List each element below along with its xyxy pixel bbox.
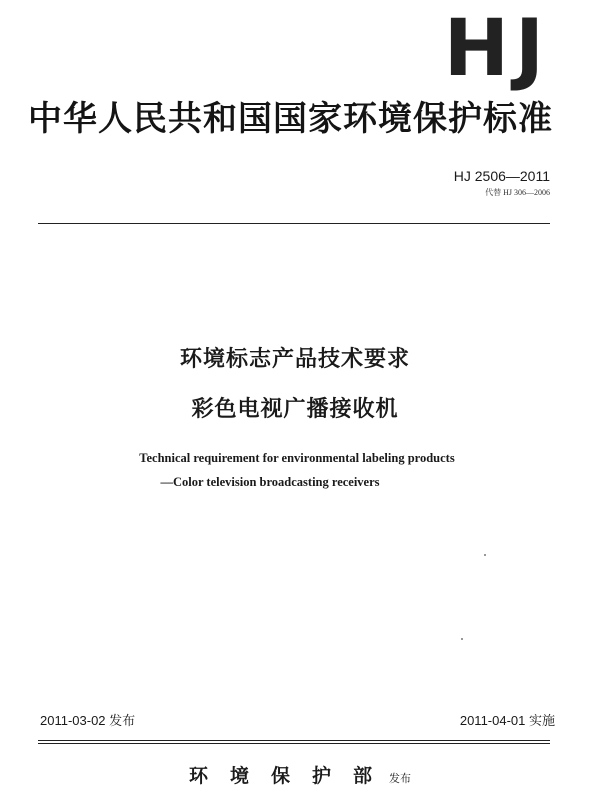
implementation-date: 2011-04-01 实施	[459, 713, 555, 728]
publisher-suffix: 发布	[389, 772, 412, 785]
publisher	[0, 762, 600, 793]
footer-divider-bottom	[38, 743, 550, 744]
title-chinese-line-2: 彩色电视广播接收机	[191, 397, 399, 422]
title-chinese-line-1: 环境标志产品技术要求	[179, 347, 410, 372]
hj-logo: HJ	[443, 4, 550, 94]
scan-speck	[461, 638, 463, 640]
title-english-line-2: —Color television broadcasting receivers	[160, 475, 380, 489]
footer-divider-top	[38, 740, 550, 741]
scan-speck	[484, 554, 486, 556]
publisher-name: 环境保护部	[188, 765, 394, 787]
replaces-standard: 代替 HJ 306—2006	[485, 188, 550, 197]
standard-number: HJ 2506—2011	[453, 168, 550, 184]
header-divider	[38, 223, 550, 224]
issue-date: 2011-03-02 发布	[40, 713, 136, 728]
national-standard-title: 中华人民共和国国家环境保护标准	[28, 99, 553, 139]
title-english-line-1: Technical requirement for environmental labeling products	[139, 451, 455, 465]
